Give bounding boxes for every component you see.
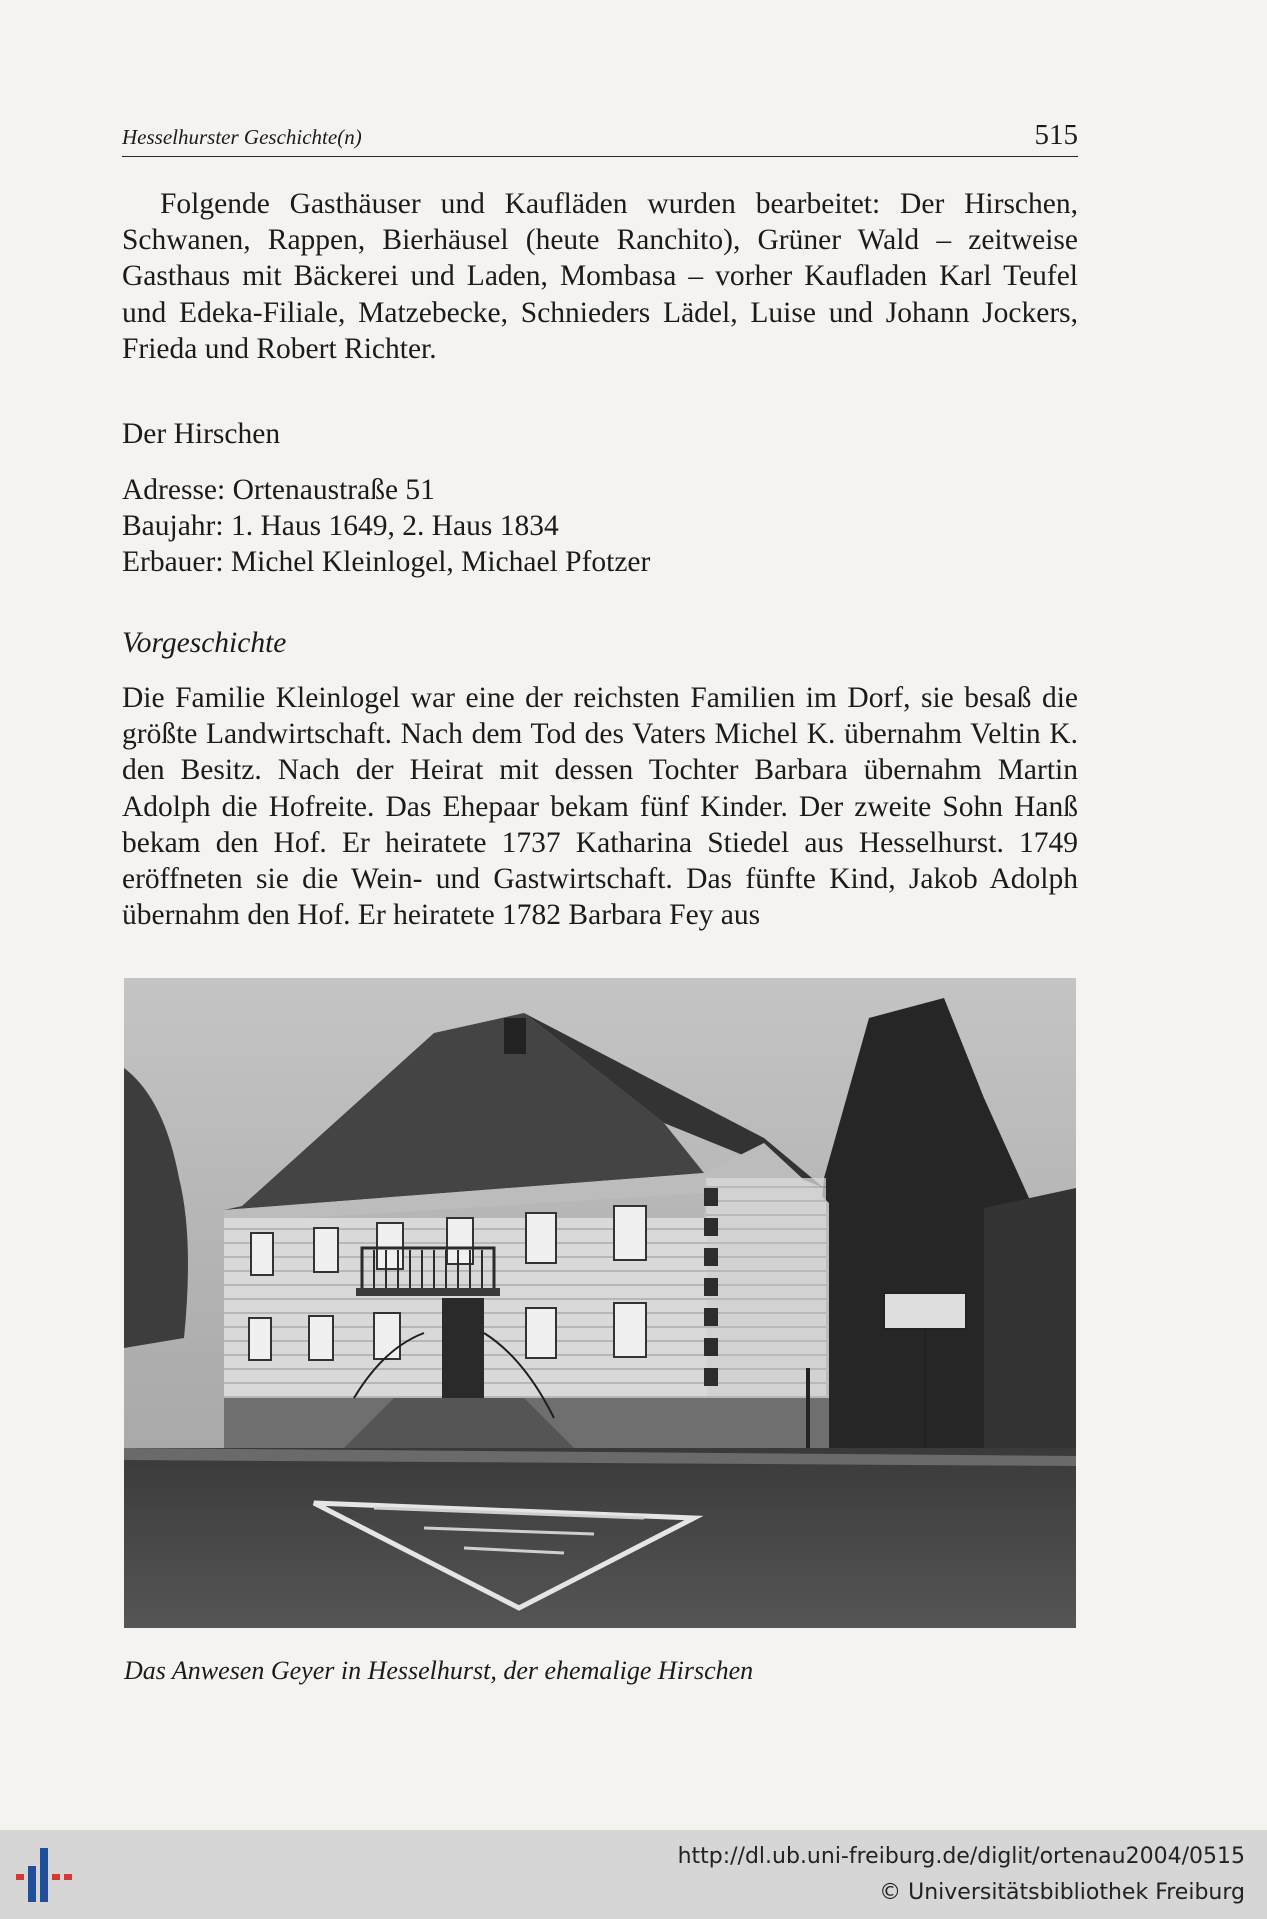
photo-illustration xyxy=(124,978,1076,1628)
library-footer xyxy=(0,1830,1267,1919)
figure-caption: Das Anwesen Geyer in Hesselhurst, der ehemalige Hirschen xyxy=(124,1656,754,1685)
page-number: 515 xyxy=(1034,119,1078,151)
running-header xyxy=(122,118,1078,157)
fact-build-year: Baujahr: 1. Haus 1649, 2. Haus 1834 xyxy=(122,510,559,543)
history-paragraph: Die Familie Kleinlogel war eine der reichsten Familien im Dorf, sie besaß die größte Landwirtschaft. Nach dem Tod des Vaters Michel K. übernahm Veltin K. den Besitz. Nach der Heirat mit dessen Tochter Barbara übernahm Martin Adolph die Hofreite. Das Ehepaar bekam fünf Kinder. Der zweite Sohn Hanß bekam den Hof. Er heiratete 1737 Katharina Stiedel aus Hesselhurst. 1749 eröffneten sie die Wein- und Gastwirtschaft. Das fünfte Kind, Jakob Adolph übernahm den Hof. Er heiratete 1782 Barbara Fey aus xyxy=(122,682,1078,932)
copyright-notice: © Universitätsbibliothek Freiburg xyxy=(879,1880,1245,1905)
subheading: Vorgeschichte xyxy=(122,627,287,659)
building-photo xyxy=(124,978,1076,1628)
library-logo-icon xyxy=(16,1842,80,1908)
facts-list xyxy=(122,472,1078,581)
source-link[interactable]: http://dl.ub.uni-freiburg.de/diglit/ortenau2004/0515 xyxy=(677,1844,1245,1869)
section-title: Der Hirschen xyxy=(122,418,281,450)
intro-paragraph: Folgende Gasthäuser und Kaufläden wurden bearbeitet: Der Hirschen, Schwanen, Rappen, Bierhäusel (heute Ranchito), Grüner Wald – zeitweise Gasthaus mit Bäckerei und Laden, Mombasa – vorher Kaufladen Karl Teufel und Edeka-Filiale, Matzebecke, Schnieders Lädel, Luise und Johann Jockers, Frieda und Robert Richter. xyxy=(122,188,1078,365)
fact-builder: Erbauer: Michel Kleinlogel, Michael Pfotzer xyxy=(122,546,651,579)
fact-address: Adresse: Ortenaustraße 51 xyxy=(122,474,435,506)
running-title: Hesselhurster Geschichte(n) xyxy=(122,125,362,149)
